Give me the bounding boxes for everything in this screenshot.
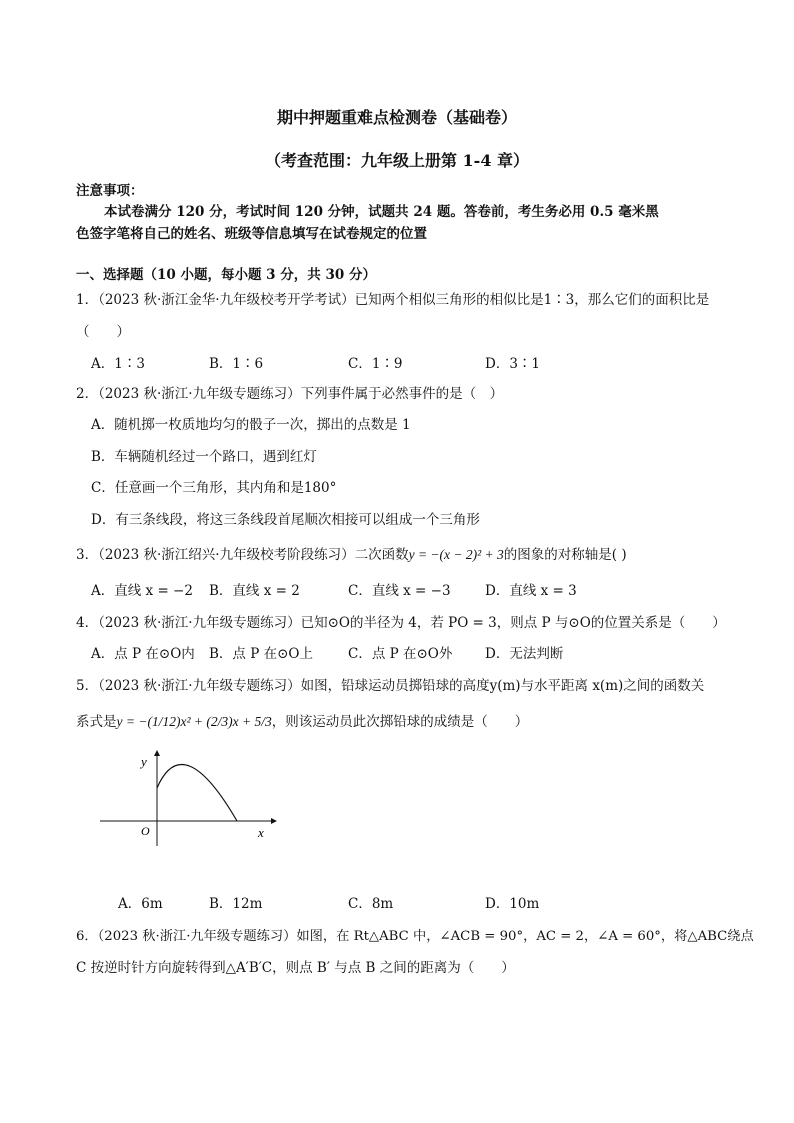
q1-stem-line-1: 1．（2023 秋·浙江金华·九年级校考开学考试）已知两个相似三角形的相似比是1∶3，那么它们的面积比是: [76, 292, 710, 308]
x-axis-arrow: [271, 818, 277, 824]
q2-stem: 2．（2023 秋·浙江·九年级专题练习）下列事件属于必然事件的是（ ）: [76, 386, 504, 402]
q5-option-b: B．12m: [209, 896, 263, 912]
q3-option-a: A．直线 x = −2: [91, 583, 193, 599]
q3-option-d: D．直线 x = 3: [485, 583, 577, 599]
q3-stem-post: 的图象的对称轴是( ): [503, 547, 627, 563]
q5-parabola-figure: [95, 748, 280, 848]
q2-option-d: D．有三条线段，将这三条线段首尾顺次相接可以组成一个三角形: [91, 512, 480, 528]
q4-option-d: D．无法判断: [485, 646, 564, 662]
q3-stem: [76, 543, 627, 563]
q1-option-a: A．1∶3: [91, 356, 145, 372]
y-axis-label: y: [141, 754, 147, 769]
exam-title: 期中押题重难点检测卷（基础卷）: [276, 108, 517, 127]
q2-option-b: B．车辆随机经过一个路口，遇到红灯: [91, 449, 317, 465]
q1-stem-line-2: （ ）: [76, 324, 130, 340]
q3-option-c: C．直线 x = −3: [348, 583, 451, 599]
y-axis-arrow: [154, 750, 160, 756]
q6-stem-line-1: 6．（2023 秋·浙江·九年级专题练习）如图，在 Rt△ABC 中，∠ACB = 90°，AC = 2，∠A = 60°，将△ABC绕点: [76, 929, 754, 944]
q5-option-d: D．10m: [485, 896, 540, 912]
q4-option-b: B．点 P 在⊙O上: [209, 646, 313, 662]
notice-line-2: 色签字笔将自己的姓名、班级等信息填写在试卷规定的位置: [76, 226, 427, 242]
q4-stem: 4．（2023 秋·浙江·九年级专题练习）已知⊙O的半径为 4，若 PO = 3，则点 P 与⊙O的位置关系是（ ）: [76, 615, 726, 631]
x-axis-label: x: [258, 825, 264, 840]
q4-option-a: A．点 P 在⊙O内: [91, 646, 195, 662]
q5-stem-post: ，则该运动员此次掷铅球的成绩是（ ）: [271, 714, 529, 730]
q2-option-c: C．任意画一个三角形，其内角和是180°: [91, 480, 337, 496]
q5-stem-pre: 系式是: [76, 714, 117, 730]
notice-label: 注意事项：: [76, 183, 144, 199]
q3-formula: y = −(x − 2)² + 3: [408, 547, 504, 562]
q4-option-c: C．点 P 在⊙O外: [348, 646, 453, 662]
q5-option-a: A．6m: [118, 896, 163, 912]
q2-option-a: A．随机掷一枚质地均匀的骰子一次，掷出的点数是 1: [91, 417, 411, 433]
q1-option-c: C．1∶9: [348, 356, 403, 372]
origin-label: O: [141, 824, 150, 838]
q1-option-d: D．3∶1: [485, 356, 541, 372]
q5-stem-line-2: [76, 710, 528, 730]
section-heading: 一、选择题（10 小题，每小题 3 分，共 30 分）: [76, 267, 376, 283]
q1-option-b: B．1∶6: [209, 356, 264, 372]
exam-subtitle: （考查范围：九年级上册第 1-4 章）: [264, 151, 530, 170]
trajectory-curve: [157, 764, 237, 821]
notice-line-1: 本试卷满分 120 分，考试时间 120 分钟，试题共 24 题。答卷前，考生务必用 0.5 毫米黑: [104, 204, 659, 220]
q5-formula: y = −(1/12)x² + (2/3)x + 5/3: [116, 714, 272, 729]
q5-option-c: C．8m: [348, 896, 394, 912]
q3-option-b: B．直线 x = 2: [209, 583, 300, 599]
q5-stem-line-1: 5．（2023 秋·浙江·九年级专题练习）如图，铅球运动员掷铅球的高度y(m)与水平距离 x(m)之间的函数关: [76, 678, 705, 694]
q6-stem-line-2: C 按逆时针方向旋转得到△A′B′C，则点 B′ 与点 B 之间的距离为（ ）: [76, 960, 515, 976]
q3-stem-pre: 3．（2023 秋·浙江绍兴·九年级校考阶段练习）二次函数: [76, 547, 409, 563]
